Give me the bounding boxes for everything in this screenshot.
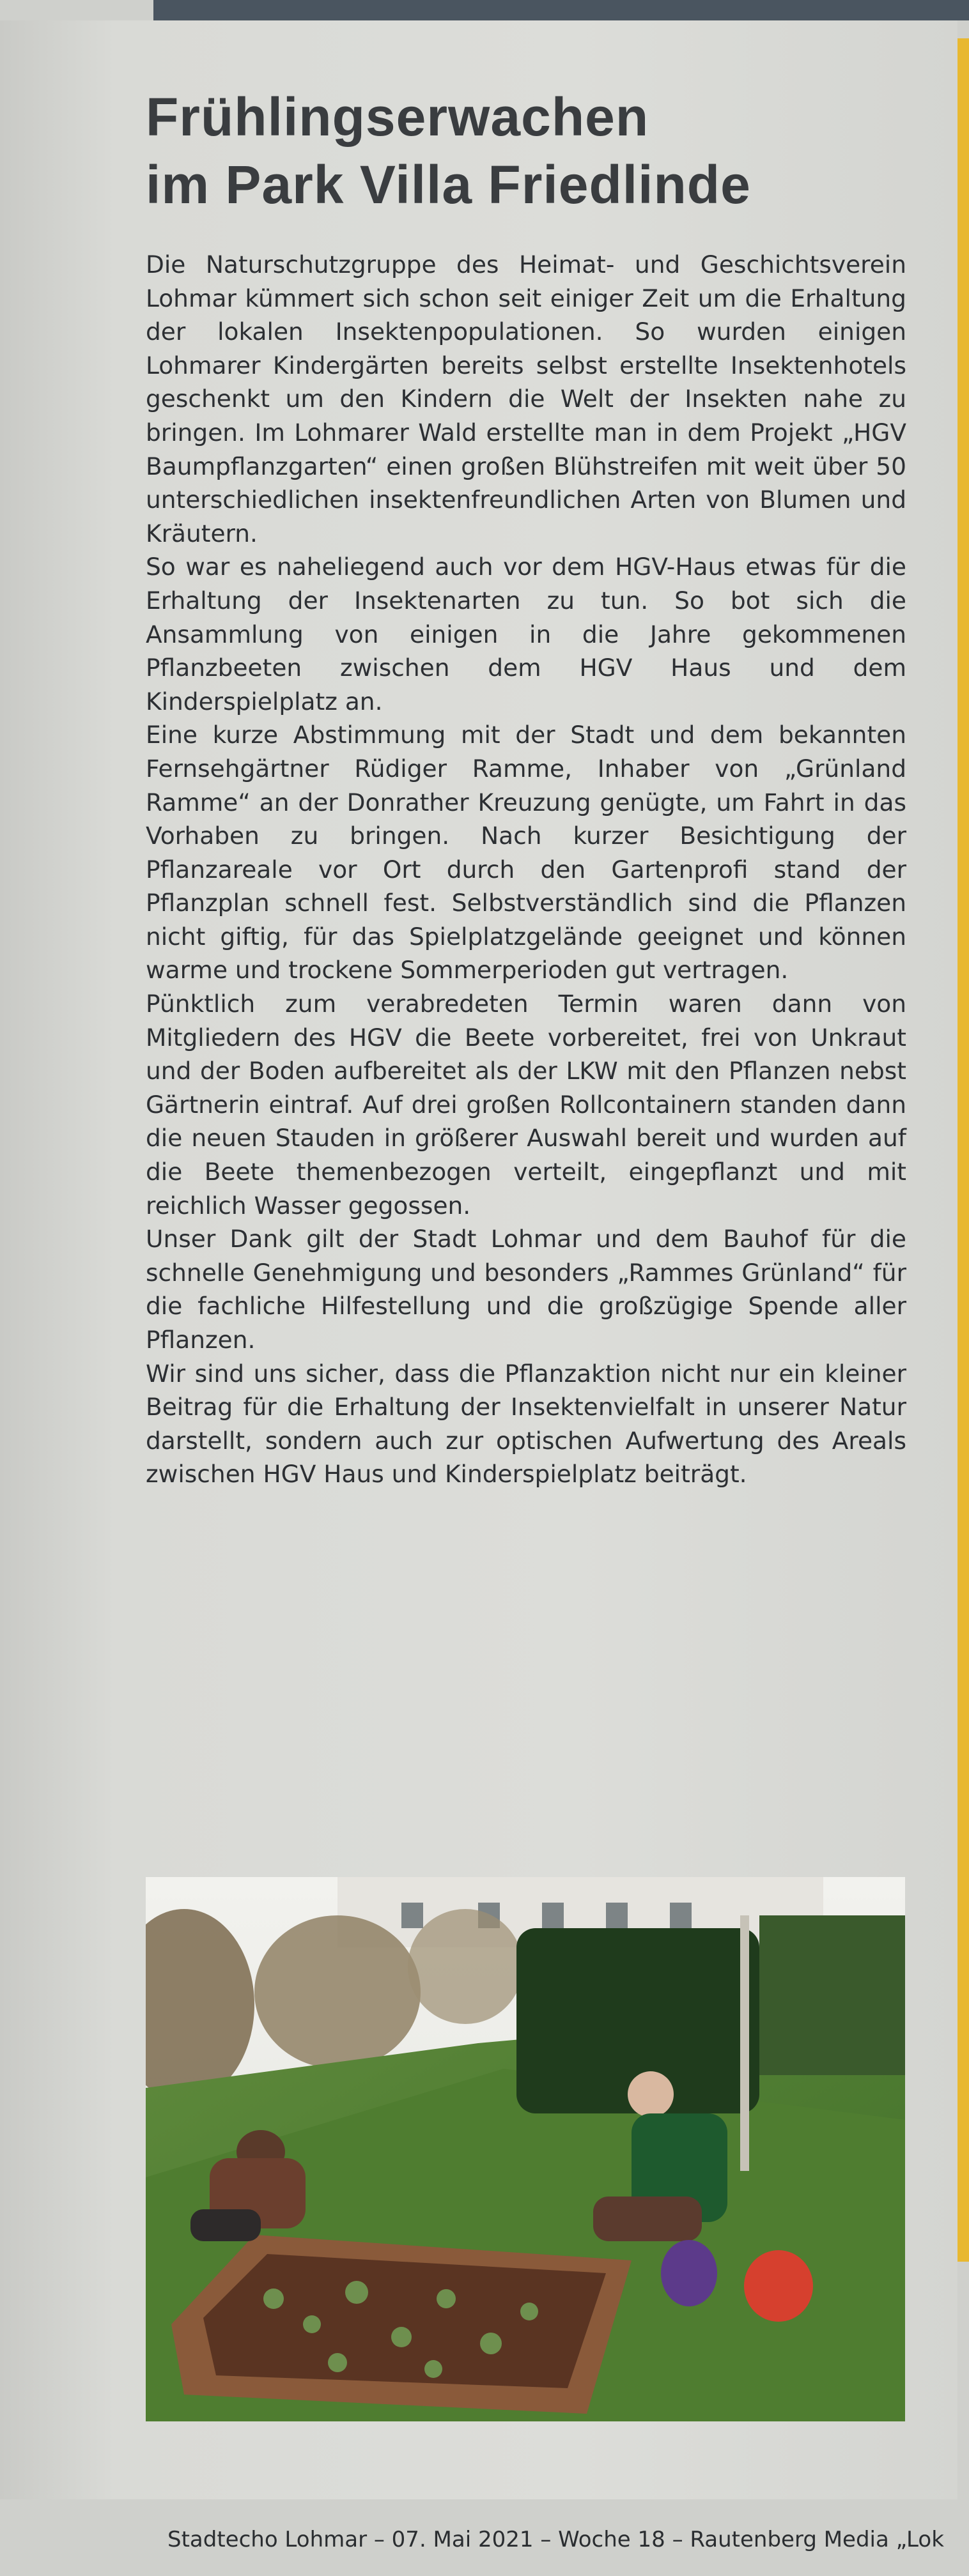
headline-line-2: im Park Villa Friedlinde (146, 155, 751, 215)
paragraph-4: Pünktlich zum verabredeten Termin waren dann von Mitgliedern des HGV die Beete vorbereitet, frei von Unkraut und der Boden aufbereitet als der LKW mit den Pflanzen nebst Gärtnerin eintraf. Auf drei großen Rollcontainern standen dann die neuen Stauden in größerer Auswahl bereit und wurden auf die Beete themenbezogen verteilt, eingepflanzt und mit reichlich Wasser gegossen. (146, 990, 906, 1220)
garden-photo-illustration (146, 1877, 905, 2421)
article-headline (146, 83, 919, 218)
paragraph-2: So war es naheliegend auch vor dem HGV-Haus etwas für die Erhaltung der Insektenarten zu tun. So bot sich die Ansammlung von einigen in die Jahre gekommenen Pflanzbeeten zwischen dem HGV Haus und dem Kinderspielplatz an. (146, 553, 906, 716)
article (146, 83, 919, 1491)
page-footer: Stadtecho Lohmar – 07. Mai 2021 – Woche 18 – Rautenberg Media „Lok (167, 2527, 944, 2552)
right-accent-stripe (957, 38, 969, 2262)
top-color-bar (153, 0, 969, 20)
paragraph-1: Die Naturschutzgruppe des Heimat- und Geschichtsverein Lohmar kümmert sich schon seit einiger Zeit um die Erhaltung der lokalen Insektenpopulationen. So wurden einigen Lohmarer Kindergärten bereits selbst erstellte Insektenhotels geschenkt um den Kindern die Welt der Insekten nahe zu bringen. Im Lohmarer Wald erstellte man in dem Projekt „HGV Baumpflanzgarten“ einen großen Blühstreifen mit weit über 50 unterschiedlichen insektenfreundlichen Arten von Blumen und Kräutern. (146, 250, 906, 548)
paragraph-3: Eine kurze Abstimmung mit der Stadt und dem bekannten Fernsehgärtner Rüdiger Ramme, Inhaber von „Grünland Ramme“ an der Donrather Kreuzung genügte, um Fahrt in das Vorhaben zu bringen. Nach kurzer Besichtigung der Pflanzareale vor Ort durch den Gartenprofi stand der Pflanzplan schnell fest. Selbstverständlich sind die Pflanzen nicht giftig, für das Spielplatzgelände geeignet und können warme und trockene Sommerperioden gut vertragen. (146, 721, 906, 985)
article-body (146, 248, 906, 1491)
paragraph-6: Wir sind uns sicher, dass die Pflanzaktion nicht nur ein kleiner Beitrag für die Erhaltung der Insektenvielfalt in unserer Natur darstellt, sondern auch zur optischen Aufwertung des Areals zwischen HGV Haus und Kinderspielplatz beiträgt. (146, 1359, 906, 1489)
headline-line-1: Frühlingserwachen (146, 87, 649, 147)
garden-photo (146, 1877, 905, 2421)
paragraph-5: Unser Dank gilt der Stadt Lohmar und dem Bauhof für die schnelle Genehmigung und besonders „Rammes Grünland“ für die fachliche Hilfestellung und die großzügige Spende aller Pflanzen. (146, 1225, 906, 1354)
